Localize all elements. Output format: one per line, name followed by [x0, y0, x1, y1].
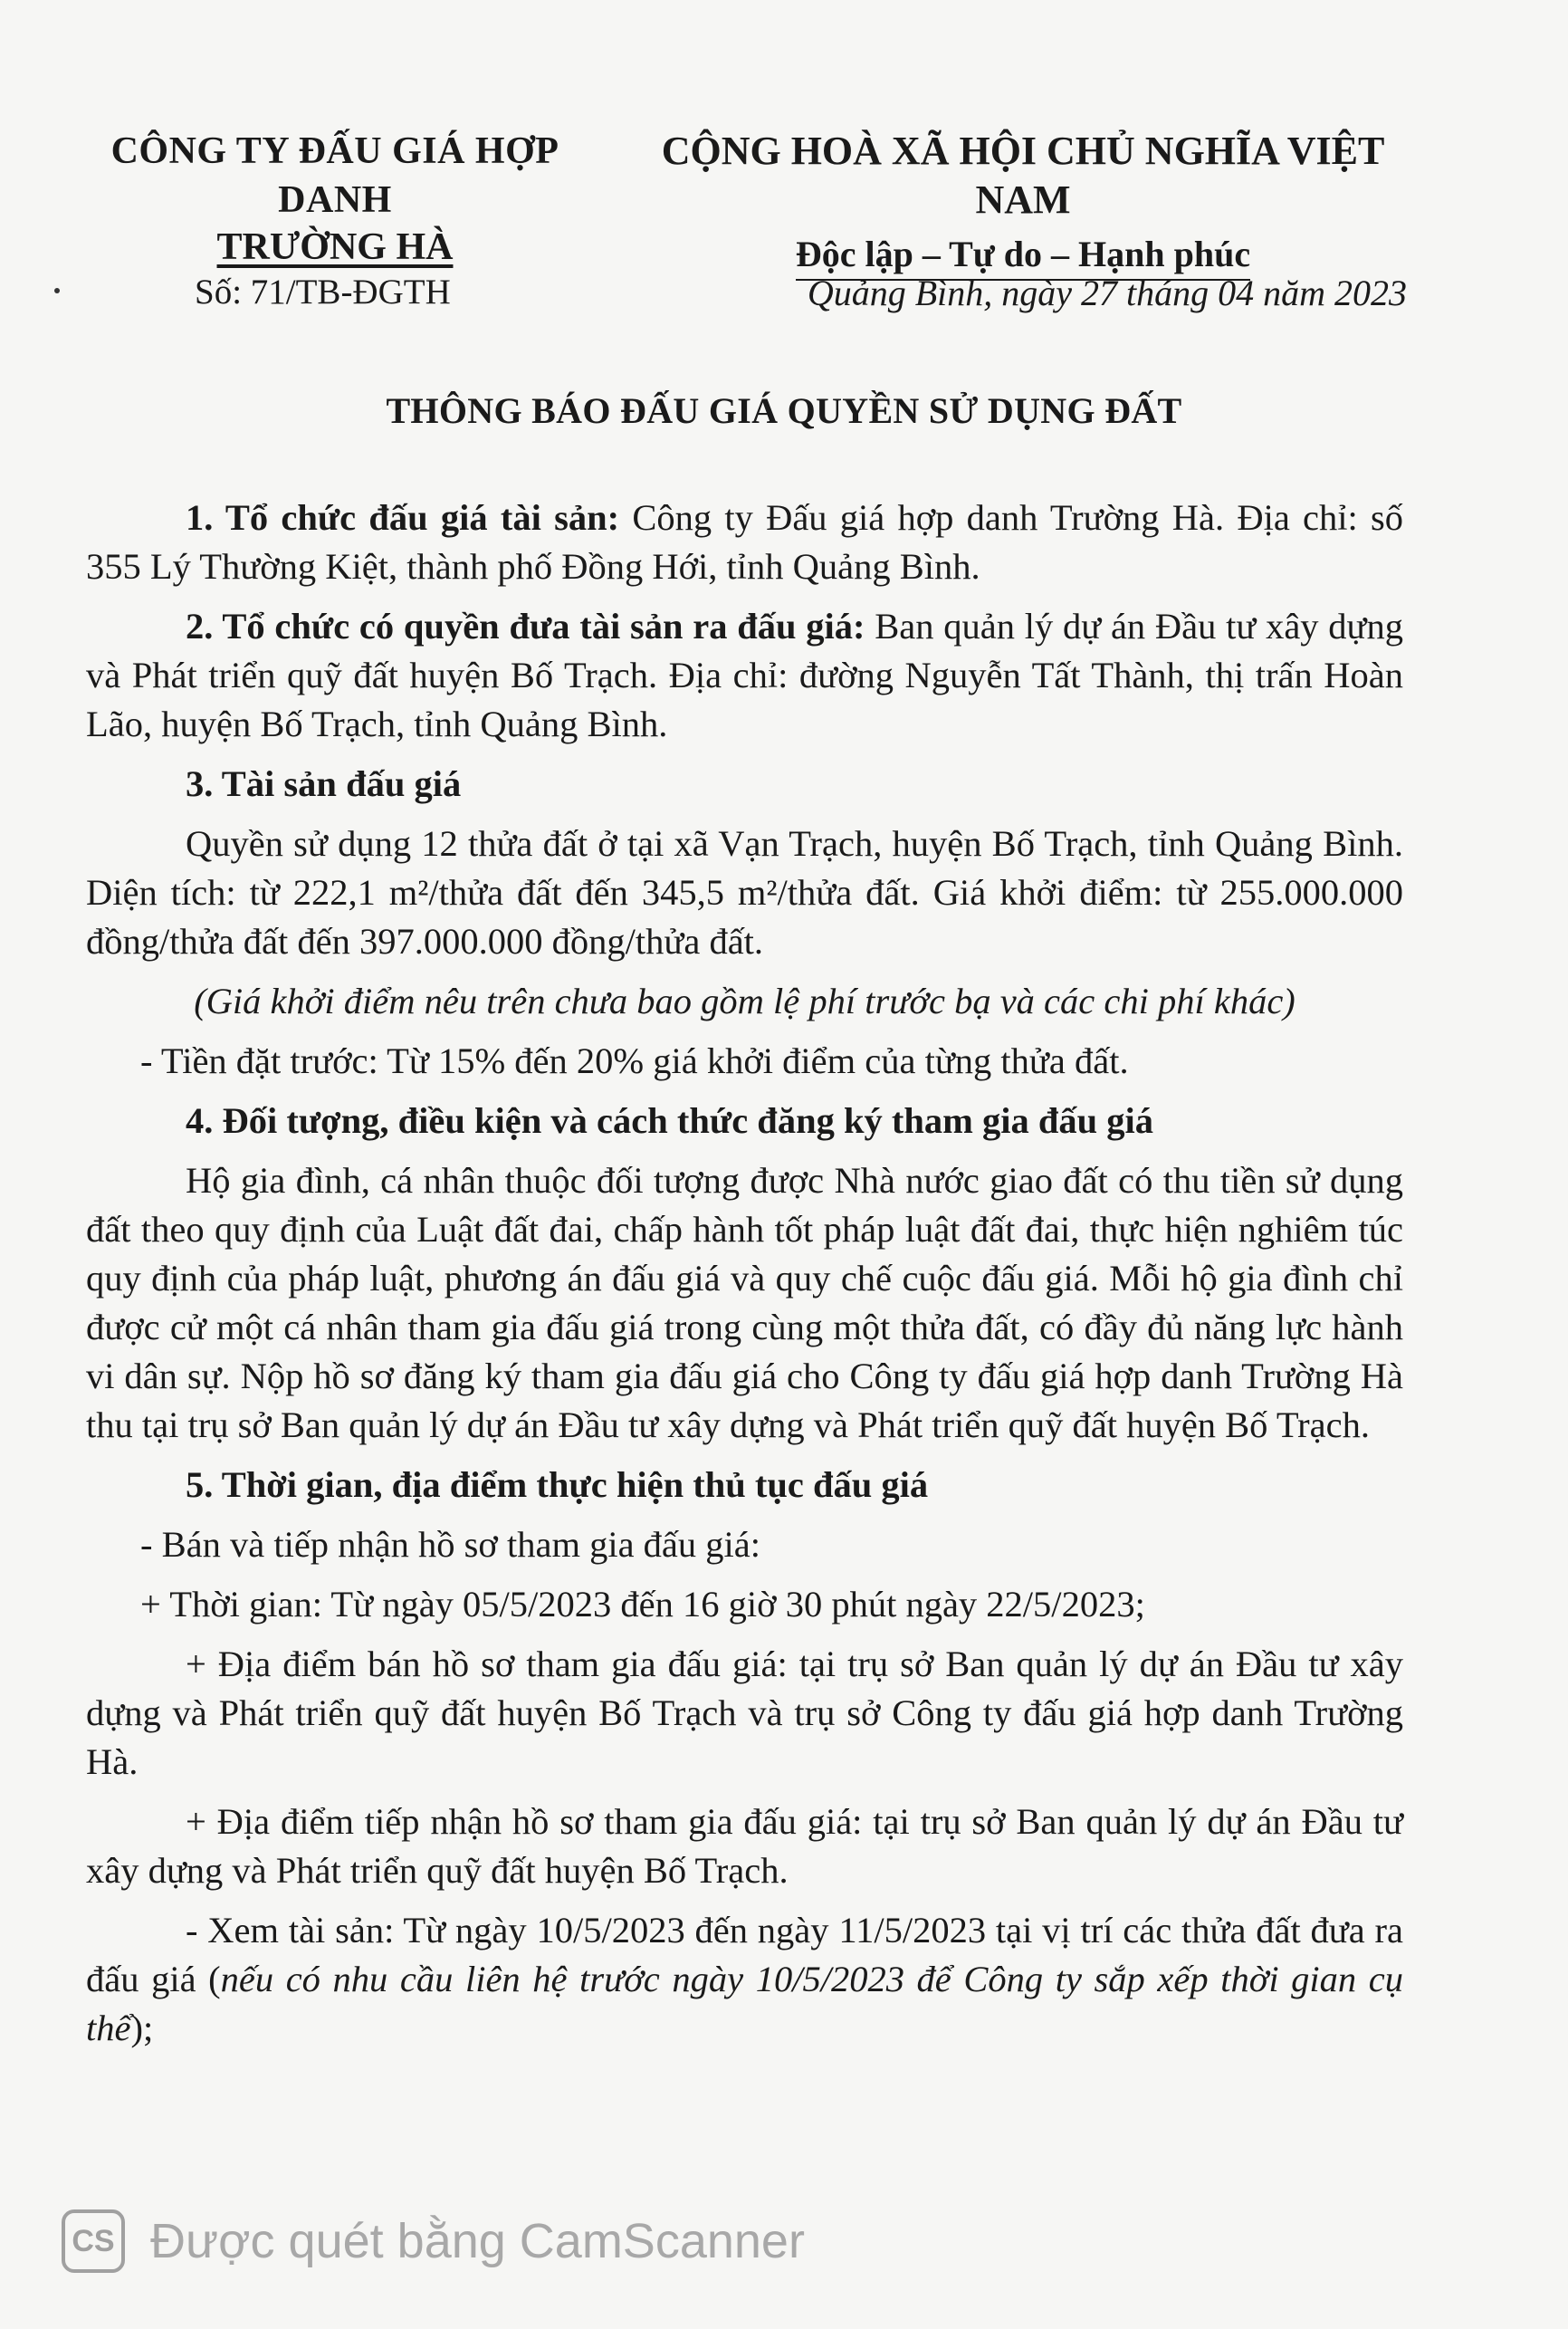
- section-5-view-text: - Xem tài sản: Từ ngày 10/5/2023 đến ngày 11/5/2023 tại vị trí các thửa đất đưa ra đấu giá (: [86, 1910, 1403, 1999]
- camscanner-watermark: [62, 2209, 805, 2273]
- section-2: [86, 602, 1403, 749]
- organization-header: [54, 127, 616, 270]
- section-2-text: Ban quản lý dự án Đầu tư xây dựng và Phát triển quỹ đất huyện Bố Trạch. Địa chỉ: đường Nguyễn Tất Thành, thị trấn Hoàn Lão, huyện Bố Trạch, tỉnh Quảng Bình.: [86, 606, 1404, 744]
- section-5-view-note: nếu có nhu cầu liên hệ trước ngày 10/5/2023 để Công ty sắp xếp thời gian cụ thể: [86, 1959, 1403, 2048]
- national-title: CỘNG HOÀ XÃ HỘI CHỦ NGHĨA VIỆT NAM: [661, 129, 1385, 222]
- section-1: [86, 494, 1403, 591]
- national-header: [634, 127, 1412, 281]
- national-motto: Độc lập – Tự do – Hạnh phúc: [796, 232, 1250, 281]
- document-title: THÔNG BÁO ĐẤU GIÁ QUYỀN SỬ DỤNG ĐẤT: [386, 390, 1182, 431]
- section-5-time: + Thời gian: Từ ngày 05/5/2023 đến 16 giờ 30 phút ngày 22/5/2023;: [140, 1584, 1145, 1625]
- section-3-note: (Giá khởi điểm nêu trên chưa bao gồm lệ phí trước bạ và các chi phí khác): [194, 981, 1296, 1021]
- section-4-text: Hộ gia đình, cá nhân thuộc đối tượng được Nhà nước giao đất có thu tiền sử dụng đất theo quy định của Luật đất đai, chấp hành tốt pháp luật đất đai, thực hiện nghiêm túc quy định của pháp luật, phương án đấu giá và quy chế cuộc đấu giá. Mỗi hộ gia đình chỉ được cử một cá nhân tham gia đấu giá trong cùng một thửa đất, có đầy đủ năng lực hành vi dân sự. Nộp hồ sơ đăng ký tham gia đấu giá cho Công ty đấu giá hợp danh Trường Hà thu tại trụ sở Ban quản lý dự án Đầu tư xây dựng và Phát triển quỹ đất huyện Bố Trạch.: [86, 1160, 1403, 1445]
- section-1-heading: 1. Tổ chức đấu giá tài sản:: [186, 497, 620, 538]
- section-1-text: Công ty Đấu giá hợp danh Trường Hà. Địa chỉ: số 355 Lý Thường Kiệt, thành phố Đồng Hới, tỉnh Quảng Bình.: [86, 497, 1403, 587]
- document-body: [86, 494, 1403, 2064]
- section-3-heading: 3. Tài sản đấu giá: [186, 763, 462, 804]
- organization-name-line2: TRƯỜNG HÀ: [216, 226, 454, 268]
- section-5-view: [86, 1906, 1403, 2053]
- place-and-date: Quảng Bình, ngày 27 tháng 04 năm 2023: [807, 273, 1407, 313]
- stray-dot: [54, 288, 60, 293]
- camscanner-text: Được quét bằng CamScanner: [150, 2214, 805, 2268]
- section-4-heading: 4. Đối tượng, điều kiện và cách thức đăng ký tham gia đấu giá: [186, 1100, 1154, 1141]
- section-5-sell: - Bán và tiếp nhận hồ sơ tham gia đấu giá:: [140, 1524, 760, 1565]
- section-5-view-end: );: [130, 2008, 154, 2048]
- section-5-heading: 5. Thời gian, địa điểm thực hiện thủ tục đấu giá: [186, 1464, 929, 1505]
- camscanner-logo-icon: CS: [62, 2209, 125, 2273]
- section-2-heading: 2. Tổ chức có quyền đưa tài sản ra đấu giá:: [186, 606, 865, 647]
- section-3-text: Quyền sử dụng 12 thửa đất ở tại xã Vạn Trạch, huyện Bố Trạch, tỉnh Quảng Bình. Diện tích: từ 222,1 m²/thửa đất đến 345,5 m²/thửa đất. Giá khởi điểm: từ 255.000.000 đồng/thửa đất đến 397.000.000 đồng/thửa đất.: [86, 823, 1403, 962]
- section-5-place-sell: + Địa điểm bán hồ sơ tham gia đấu giá: tại trụ sở Ban quản lý dự án Đầu tư xây dựng và Phát triển quỹ đất huyện Bố Trạch và trụ sở Công ty đấu giá hợp danh Trường Hà.: [86, 1644, 1403, 1782]
- section-3-deposit: - Tiền đặt trước: Từ 15% đến 20% giá khởi điểm của từng thửa đất.: [140, 1040, 1129, 1081]
- organization-name: CÔNG TY ĐẤU GIÁ HỢP DANH: [110, 130, 559, 221]
- section-5-place-receive: + Địa điểm tiếp nhận hồ sơ tham gia đấu giá: tại trụ sở Ban quản lý dự án Đầu tư xây dựng và Phát triển quỹ đất huyện Bố Trạch.: [86, 1801, 1403, 1891]
- document-number: Số: 71/TB-ĐGTH: [195, 273, 451, 311]
